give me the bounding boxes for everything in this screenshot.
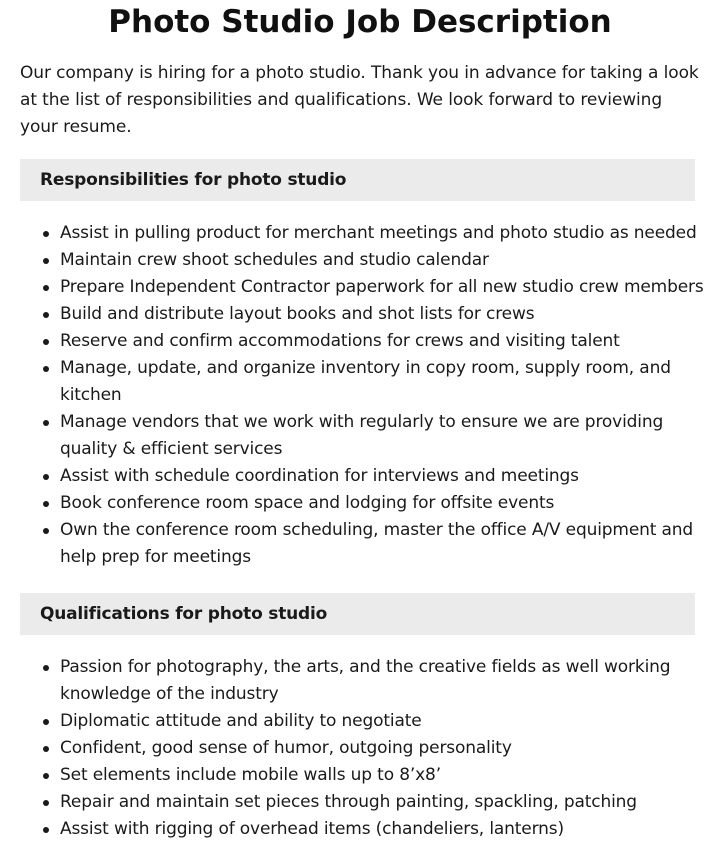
list-item: Manage, update, and organize inventory in copy room, supply room, and kitchen (60, 355, 710, 409)
list-item: Reserve and confirm accommodations for crews and visiting talent (60, 328, 710, 355)
list-item: Set elements include mobile walls up to 8’x8’ (60, 762, 710, 789)
list-item: Repair and maintain set pieces through painting, spackling, patching (60, 789, 710, 816)
list-item: Book conference room space and lodging for offsite events (60, 490, 710, 517)
qualifications-heading: Qualifications for photo studio (20, 593, 695, 635)
page-title: Photo Studio Job Description (108, 4, 612, 40)
list-item: Assist with rigging of overhead items (chandeliers, lanterns) (60, 816, 710, 843)
qualifications-list (0, 654, 720, 843)
list-item: Prepare Independent Contractor paperwork for all new studio crew members (60, 274, 710, 301)
list-item: Diplomatic attitude and ability to negotiate (60, 708, 710, 735)
responsibilities-heading: Responsibilities for photo studio (20, 159, 695, 201)
list-item: Manage vendors that we work with regularly to ensure we are providing quality & efficient services (60, 409, 710, 463)
list-item: Own the conference room scheduling, master the office A/V equipment and help prep for meetings (60, 517, 710, 571)
list-item: Assist in pulling product for merchant meetings and photo studio as needed (60, 220, 710, 247)
responsibilities-list (0, 220, 720, 571)
list-item: Assist with schedule coordination for interviews and meetings (60, 463, 710, 490)
list-item: Confident, good sense of humor, outgoing personality (60, 735, 710, 762)
list-item: Build and distribute layout books and shot lists for crews (60, 301, 710, 328)
list-item: Maintain crew shoot schedules and studio calendar (60, 247, 710, 274)
list-item: Passion for photography, the arts, and the creative fields as well working knowledge of the industry (60, 654, 710, 708)
intro-paragraph: Our company is hiring for a photo studio. Thank you in advance for taking a look at the list of responsibilities and qualifications. We look forward to reviewing your resume. (20, 63, 699, 137)
